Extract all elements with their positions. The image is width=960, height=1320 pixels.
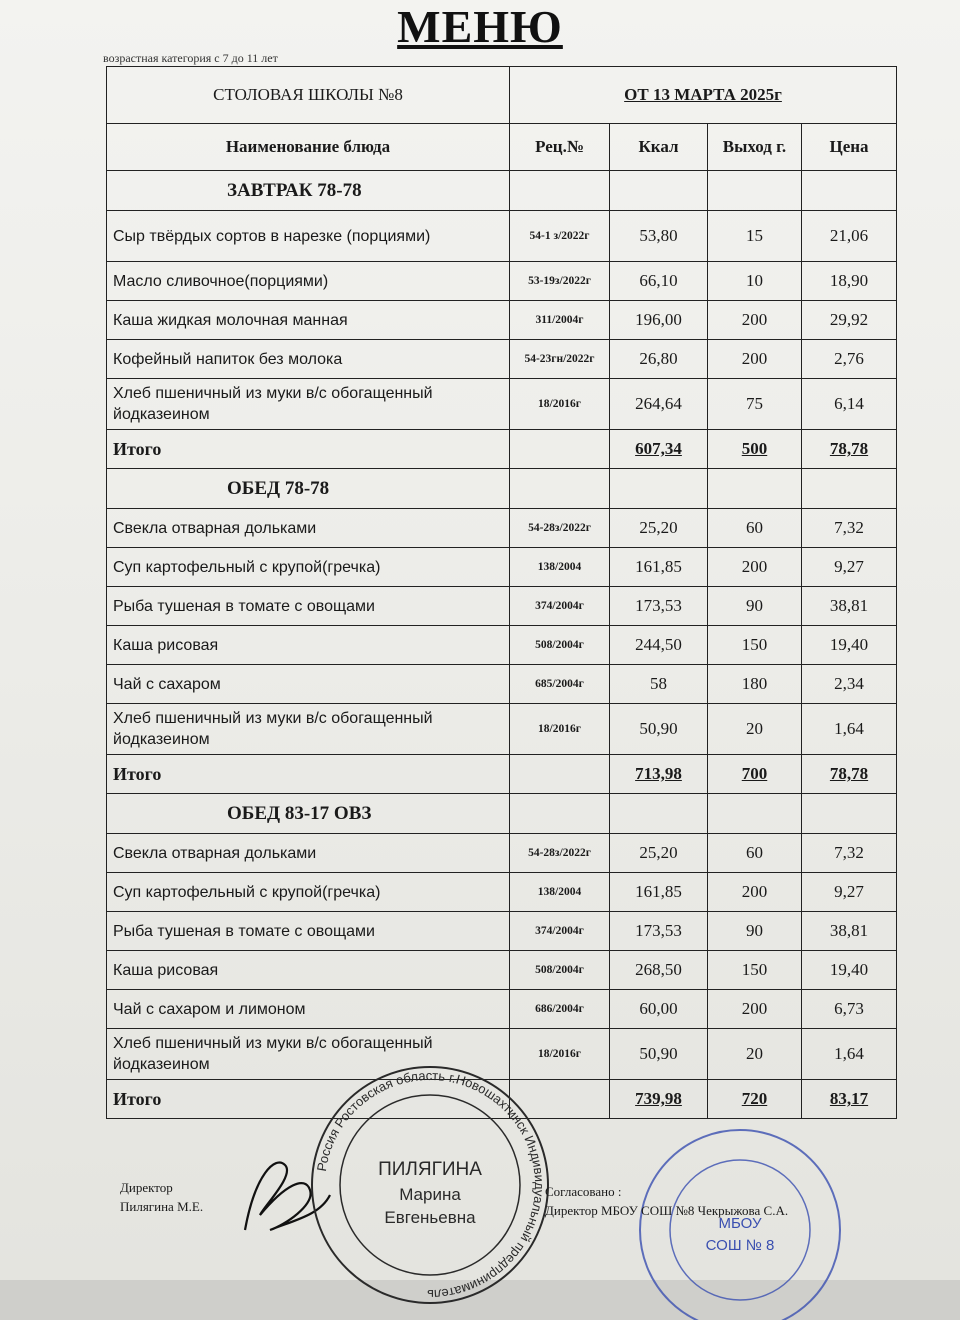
empty-cell [802, 171, 897, 211]
price-value: 19,40 [802, 951, 897, 990]
table-row [107, 211, 897, 262]
table-header-row [107, 67, 897, 124]
empty-cell [708, 794, 802, 834]
school-name: СТОЛОВАЯ ШКОЛЫ №8 [107, 67, 510, 124]
recipe-number: 53-19з/2022г [510, 262, 610, 301]
recipe-number: 508/2004г [510, 951, 610, 990]
school-stamp-line2: СОШ № 8 [705, 1237, 775, 1254]
output-value: 150 [708, 951, 802, 990]
col-price: Цена [802, 124, 897, 171]
ip-stamp-name-line2: Марина [399, 1185, 461, 1204]
output-value: 200 [708, 990, 802, 1029]
total-kcal: 739,98 [610, 1080, 708, 1119]
table-row [107, 704, 897, 755]
table-row [107, 509, 897, 548]
page-title: МЕНЮ [397, 1, 563, 52]
col-dish: Наименование блюда [107, 124, 510, 171]
output-value: 150 [708, 626, 802, 665]
empty-cell [510, 794, 610, 834]
output-value: 200 [708, 548, 802, 587]
kcal-value: 25,20 [610, 834, 708, 873]
agreement-block [545, 1182, 788, 1220]
kcal-value: 161,85 [610, 548, 708, 587]
dish-name: Кофейный напиток без молока [107, 340, 510, 379]
total-label: Итого [107, 1080, 510, 1119]
kcal-value: 264,64 [610, 379, 708, 430]
recipe-number: 18/2016г [510, 1029, 610, 1080]
menu-table [106, 66, 897, 1119]
recipe-number: 508/2004г [510, 626, 610, 665]
empty-cell [802, 794, 897, 834]
dish-name: Суп картофельный с крупой(гречка) [107, 873, 510, 912]
price-value: 29,92 [802, 301, 897, 340]
kcal-value: 25,20 [610, 509, 708, 548]
empty-cell [610, 794, 708, 834]
kcal-value: 173,53 [610, 912, 708, 951]
table-row [107, 951, 897, 990]
column-headers [107, 124, 897, 171]
empty-cell [610, 171, 708, 211]
dish-name: Свекла отварная дольками [107, 509, 510, 548]
kcal-value: 60,00 [610, 990, 708, 1029]
total-row [107, 755, 897, 794]
col-kcal: Ккал [610, 124, 708, 171]
total-price: 78,78 [802, 430, 897, 469]
ip-stamp [300, 1060, 560, 1310]
output-value: 200 [708, 873, 802, 912]
school-stamp [620, 1120, 860, 1320]
section-row [107, 171, 897, 211]
empty-cell [708, 469, 802, 509]
price-value: 1,64 [802, 704, 897, 755]
output-value: 20 [708, 1029, 802, 1080]
table-row [107, 834, 897, 873]
price-value: 18,90 [802, 262, 897, 301]
total-row [107, 430, 897, 469]
empty-cell [510, 430, 610, 469]
table-row [107, 548, 897, 587]
total-output: 500 [708, 430, 802, 469]
recipe-number: 54-1 з/2022г [510, 211, 610, 262]
dish-name: Хлеб пшеничный из муки в/с обогащенный йодказеином [107, 704, 510, 755]
agreed-by: Директор МБОУ СОШ №8 Чекрыжова С.А. [545, 1203, 789, 1218]
price-value: 19,40 [802, 626, 897, 665]
total-price: 78,78 [802, 755, 897, 794]
kcal-value: 268,50 [610, 951, 708, 990]
output-value: 60 [708, 509, 802, 548]
table-row [107, 379, 897, 430]
kcal-value: 173,53 [610, 587, 708, 626]
director-block [120, 1178, 203, 1216]
section-row [107, 794, 897, 834]
dish-name: Чай с сахаром и лимоном [107, 990, 510, 1029]
total-price: 83,17 [802, 1080, 897, 1119]
empty-cell [510, 755, 610, 794]
output-value: 75 [708, 379, 802, 430]
table-row [107, 873, 897, 912]
total-output: 720 [708, 1080, 802, 1119]
recipe-number: 54-28з/2022г [510, 509, 610, 548]
dish-name: Суп картофельный с крупой(гречка) [107, 548, 510, 587]
empty-cell [610, 469, 708, 509]
output-value: 200 [708, 301, 802, 340]
dish-name: Рыба тушеная в томате с овощами [107, 912, 510, 951]
agreed-label: Согласовано : [545, 1184, 622, 1199]
recipe-number: 374/2004г [510, 587, 610, 626]
empty-cell [802, 469, 897, 509]
price-value: 7,32 [802, 509, 897, 548]
age-category: возрастная категория с 7 до 11 лет [103, 51, 278, 65]
price-value: 6,14 [802, 379, 897, 430]
table-row [107, 990, 897, 1029]
section-row [107, 469, 897, 509]
section-title: ОБЕД 78-78 [107, 469, 510, 509]
col-output: Выход г. [708, 124, 802, 171]
section-title: ЗАВТРАК 78-78 [107, 171, 510, 211]
price-value: 21,06 [802, 211, 897, 262]
output-value: 20 [708, 704, 802, 755]
table-row [107, 587, 897, 626]
price-value: 2,76 [802, 340, 897, 379]
price-value: 38,81 [802, 912, 897, 951]
price-value: 9,27 [802, 873, 897, 912]
kcal-value: 53,80 [610, 211, 708, 262]
recipe-number: 311/2004г [510, 301, 610, 340]
output-value: 60 [708, 834, 802, 873]
section-title: ОБЕД 83-17 ОВЗ [107, 794, 510, 834]
table-row [107, 626, 897, 665]
col-recipe: Рец.№ [510, 124, 610, 171]
total-label: Итого [107, 430, 510, 469]
ip-stamp-ring-text: Россия Ростовская область г.Новошахтинск Индивидуальный предприниматель [313, 1067, 548, 1303]
director-title: Директор [120, 1180, 173, 1195]
recipe-number: 54-28з/2022г [510, 834, 610, 873]
total-output: 700 [708, 755, 802, 794]
kcal-value: 244,50 [610, 626, 708, 665]
dish-name: Хлеб пшеничный из муки в/с обогащенный йодказеином [107, 379, 510, 430]
ip-stamp-name-line1: ПИЛЯГИНА [378, 1159, 482, 1180]
kcal-value: 26,80 [610, 340, 708, 379]
price-value: 38,81 [802, 587, 897, 626]
dish-name: Каша рисовая [107, 951, 510, 990]
output-value: 15 [708, 211, 802, 262]
recipe-number: 138/2004 [510, 873, 610, 912]
empty-cell [708, 171, 802, 211]
output-value: 90 [708, 587, 802, 626]
price-value: 9,27 [802, 548, 897, 587]
kcal-value: 58 [610, 665, 708, 704]
dish-name: Свекла отварная дольками [107, 834, 510, 873]
price-value: 6,73 [802, 990, 897, 1029]
recipe-number: 686/2004г [510, 990, 610, 1029]
recipe-number: 18/2016г [510, 704, 610, 755]
recipe-number: 54-23гн/2022г [510, 340, 610, 379]
empty-cell [510, 469, 610, 509]
recipe-number: 18/2016г [510, 379, 610, 430]
director-name: Пилягина М.Е. [120, 1199, 204, 1214]
recipe-number: 374/2004г [510, 912, 610, 951]
recipe-number: 685/2004г [510, 665, 610, 704]
dish-name: Рыба тушеная в томате с овощами [107, 587, 510, 626]
output-value: 200 [708, 340, 802, 379]
price-value: 7,32 [802, 834, 897, 873]
kcal-value: 161,85 [610, 873, 708, 912]
table-row [107, 665, 897, 704]
table-row [107, 301, 897, 340]
kcal-value: 66,10 [610, 262, 708, 301]
table-row [107, 912, 897, 951]
recipe-number: 138/2004 [510, 548, 610, 587]
output-value: 90 [708, 912, 802, 951]
kcal-value: 50,90 [610, 1029, 708, 1080]
dish-name: Сыр твёрдых сортов в нарезке (порциями) [107, 211, 510, 262]
kcal-value: 196,00 [610, 301, 708, 340]
menu-date: ОТ 13 МАРТА 2025г [510, 67, 897, 124]
dish-name: Каша рисовая [107, 626, 510, 665]
dish-name: Каша жидкая молочная манная [107, 301, 510, 340]
total-label: Итого [107, 755, 510, 794]
dish-name: Хлеб пшеничный из муки в/с обогащенный йодказеином [107, 1029, 510, 1080]
table-row [107, 262, 897, 301]
dish-name: Масло сливочное(порциями) [107, 262, 510, 301]
table-row [107, 340, 897, 379]
output-value: 10 [708, 262, 802, 301]
price-value: 2,34 [802, 665, 897, 704]
ip-stamp-name-line3: Евгеньевна [384, 1208, 476, 1227]
total-kcal: 713,98 [610, 755, 708, 794]
kcal-value: 50,90 [610, 704, 708, 755]
dish-name: Чай с сахаром [107, 665, 510, 704]
total-kcal: 607,34 [610, 430, 708, 469]
empty-cell [510, 171, 610, 211]
output-value: 180 [708, 665, 802, 704]
price-value: 1,64 [802, 1029, 897, 1080]
school-stamp-line1: МБОУ [718, 1215, 762, 1232]
